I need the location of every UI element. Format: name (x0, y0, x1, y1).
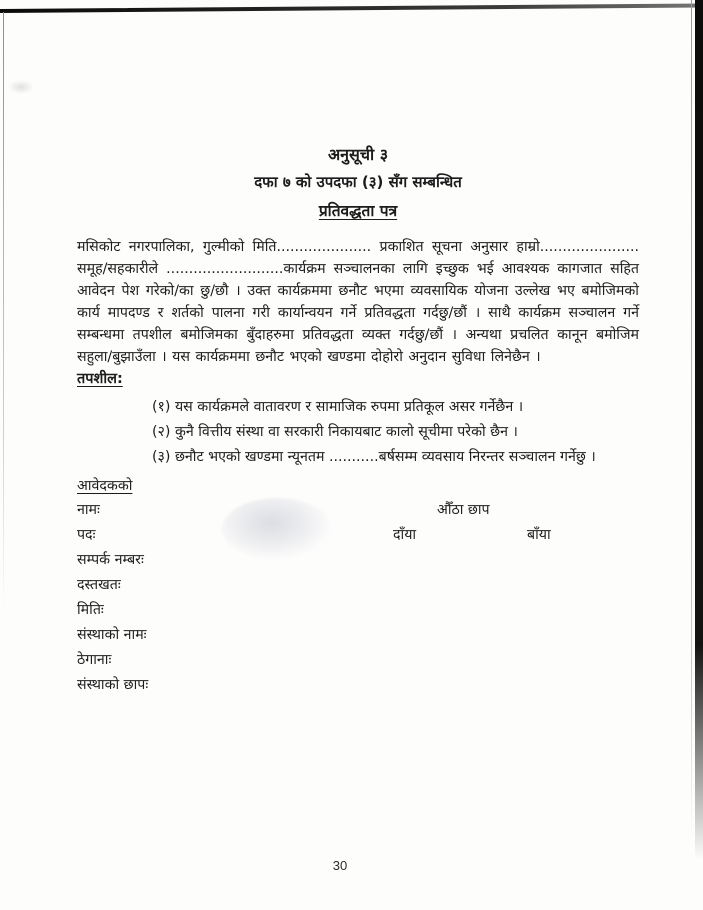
field-label-date: मितिः (77, 602, 104, 618)
scan-page-edge-line-right (691, 0, 692, 840)
field-label-name: नामः (77, 502, 100, 518)
scan-edge-right (695, 0, 703, 860)
scan-smudge (8, 80, 34, 94)
document-content (77, 143, 639, 698)
field-row-date (77, 598, 639, 623)
scan-edge-top (0, 3, 703, 13)
document-title: प्रतिवद्धता पत्र (318, 202, 398, 220)
field-row-organization-stamp (77, 673, 639, 698)
field-label-signature: दस्तखतः (77, 577, 121, 593)
clause-reference: दफा ७ को उपदफा (३) सँग सम्बन्धित (254, 173, 462, 191)
applicant-section-label: आवेदकको (77, 478, 133, 494)
details-item-2: (२) कुनै वित्तीय संस्था वा सरकारी निकायबाट कालो सूचीमा परेको छैन । (152, 424, 518, 440)
page-number: 30 (332, 858, 348, 873)
details-label: तपशील: (77, 371, 123, 387)
details-item-1: (१) यस कार्यक्रमले वातावरण र सामाजिक रुपमा प्रतिकूल असर गर्नेछैन । (152, 399, 524, 415)
heading-block (77, 143, 639, 224)
thumb-print-title: औँठा छाप (437, 502, 490, 518)
details-item-3: (३) छनौट भएको खण्डमा न्यूनतम ...........बर्षसम्म व्यवसाय निरन्तर सञ्चालन गर्नेछु । (152, 449, 596, 465)
field-row-contact-number (77, 548, 639, 573)
thumb-print-right-label: दाँया (393, 527, 417, 543)
field-row-address (77, 648, 639, 673)
field-label-organization-stamp: संस्थाको छापः (77, 677, 149, 693)
details-list (77, 395, 639, 470)
field-label-address: ठेगानाः (77, 652, 112, 668)
field-label-contact-number: सम्पर्क नम्बरः (77, 552, 144, 568)
annex-title: अनुसूची ३ (327, 145, 389, 164)
field-row-organization-name (77, 623, 639, 648)
field-row-name (77, 498, 639, 523)
field-row-post (77, 523, 639, 548)
field-row-signature (77, 573, 639, 598)
thumb-print-left-label: बाँया (527, 527, 551, 543)
commitment-paragraph: मसिकोट नगरपालिका, गुल्मीको मिति..................... प्रकाशित सूचना अनुसार हाम्रो...................... समूह/सहकारीले ..........................कार्यक्रम सञ्चालनका लागि इच्छुक भई आवश्यक कागजात सहित आवेदन पेश गरेको/का छु/छौ । उक्त कार्यक्रममा छनौट भएमा व्यवसायिक योजना उल्लेख भए बमोजिमको कार्य मापदण्ड र शर्तको पालना गरी कार्यान्वयन गर्ने प्रतिवद्धता गर्दछु/छौं । साथै कार्यक्रम सञ्चालन गर्ने सम्बन्धमा तपशील बमोजिमका बुँदाहरुमा प्रतिवद्धता व्यक्त गर्दछु/छौं । अन्यथा प्रचलित कानून बमोजिम सहुला/बुझाउँला । यस कार्यक्रममा छनौट भएको खण्डमा दोहोरो अनुदान सुविधा लिनेछैन । (77, 239, 639, 365)
field-label-organization-name: संस्थाको नामः (77, 627, 147, 643)
field-label-post: पदः (77, 527, 96, 543)
scan-page-edge-line-left (3, 12, 4, 612)
